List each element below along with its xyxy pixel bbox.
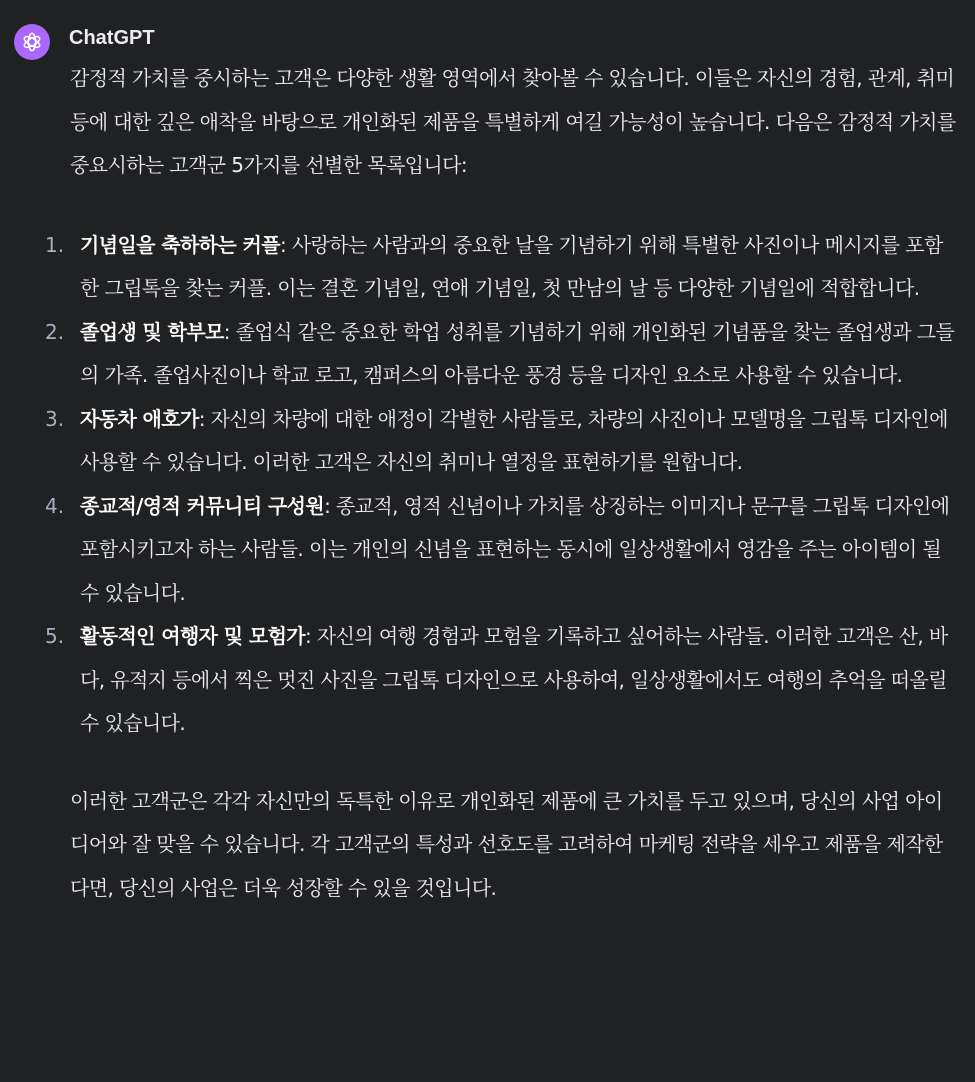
list-item-term: 활동적인 여행자 및 모험가 xyxy=(80,624,306,648)
list-number: 1. xyxy=(45,232,65,257)
list-item-text: : 자신의 차량에 대한 애정이 각별한 사람들로, 차량의 사진이나 모델명을 그립톡 디자인에 사용할 수 있습니다. 이러한 고객은 자신의 취미나 열정을 표현하기를 원합니다. xyxy=(80,406,948,474)
list-item-term: 기념일을 축하하는 커플 xyxy=(80,232,280,257)
list-item-text: : 자신의 여행 경험과 모험을 기록하고 싶어하는 사람들. 이러한 고객은 산, 바다, 유적지 등에서 찍은 멋진 사진을 그립톡 디자인으로 사용하여, 일상생활에서도 여행의 추억을 떠올릴 수 있습니다. xyxy=(80,624,948,735)
message-content xyxy=(45,57,960,910)
list-number: 4. xyxy=(45,493,65,518)
openai-logo-icon xyxy=(20,30,44,54)
list-item-text: : 사랑하는 사람과의 중요한 날을 기념하기 위해 특별한 사진이나 메시지를 포함한 그립톡을 찾는 커플. 이는 결혼 기념일, 연애 기념일, 첫 만남의 날 등 다양한 기념일에 적합합니다. xyxy=(80,232,943,300)
list-item-term: 졸업생 및 학부모 xyxy=(80,319,224,344)
list-item xyxy=(45,615,960,746)
list-number: 3. xyxy=(45,406,65,431)
list-item-term: 종교적/영적 커뮤니티 구성원 xyxy=(80,493,325,518)
intro-paragraph: 감정적 가치를 중시하는 고객은 다양한 생활 영역에서 찾아볼 수 있습니다. 이들은 자신의 경험, 관계, 취미 등에 대한 깊은 애착을 바탕으로 개인화된 제품을 특별하게 여길 가능성이 높습니다. 다음은 감정적 가치를 중요시하는 고객군 5가지를 선별한 목록입니다: xyxy=(70,66,956,177)
list-number: 2. xyxy=(45,319,65,344)
sender-name: ChatGPT xyxy=(69,27,155,49)
chatgpt-avatar xyxy=(14,24,50,60)
customer-segment-list xyxy=(45,224,960,746)
list-number: 5. xyxy=(45,624,65,648)
list-item-term: 자동차 애호가 xyxy=(80,406,199,431)
list-item-text: : 종교적, 영적 신념이나 가치를 상징하는 이미지나 문구를 그립톡 디자인에 포함시키고자 하는 사람들. 이는 개인의 신념을 표현하는 동시에 일상생활에서 영감을 주는 아이템이 될 수 있습니다. xyxy=(80,493,950,605)
list-item xyxy=(45,485,960,616)
list-item xyxy=(45,398,960,485)
list-item xyxy=(45,311,960,398)
outro-paragraph: 이러한 고객군은 각각 자신만의 독특한 이유로 개인화된 제품에 큰 가치를 두고 있으며, 당신의 사업 아이디어와 잘 맞을 수 있습니다. 각 고객군의 특성과 선호도를 고려하여 마케팅 전략을 세우고 제품을 제작한다면, 당신의 사업은 더욱 성장할 수 있을 것입니다. xyxy=(70,788,943,900)
list-item xyxy=(45,224,960,311)
list-item-text: : 졸업식 같은 중요한 학업 성취를 기념하기 위해 개인화된 기념품을 찾는 졸업생과 그들의 가족. 졸업사진이나 학교 로고, 캠퍼스의 아름다운 풍경 등을 디자인 요소로 사용할 수 있습니다. xyxy=(80,319,955,387)
